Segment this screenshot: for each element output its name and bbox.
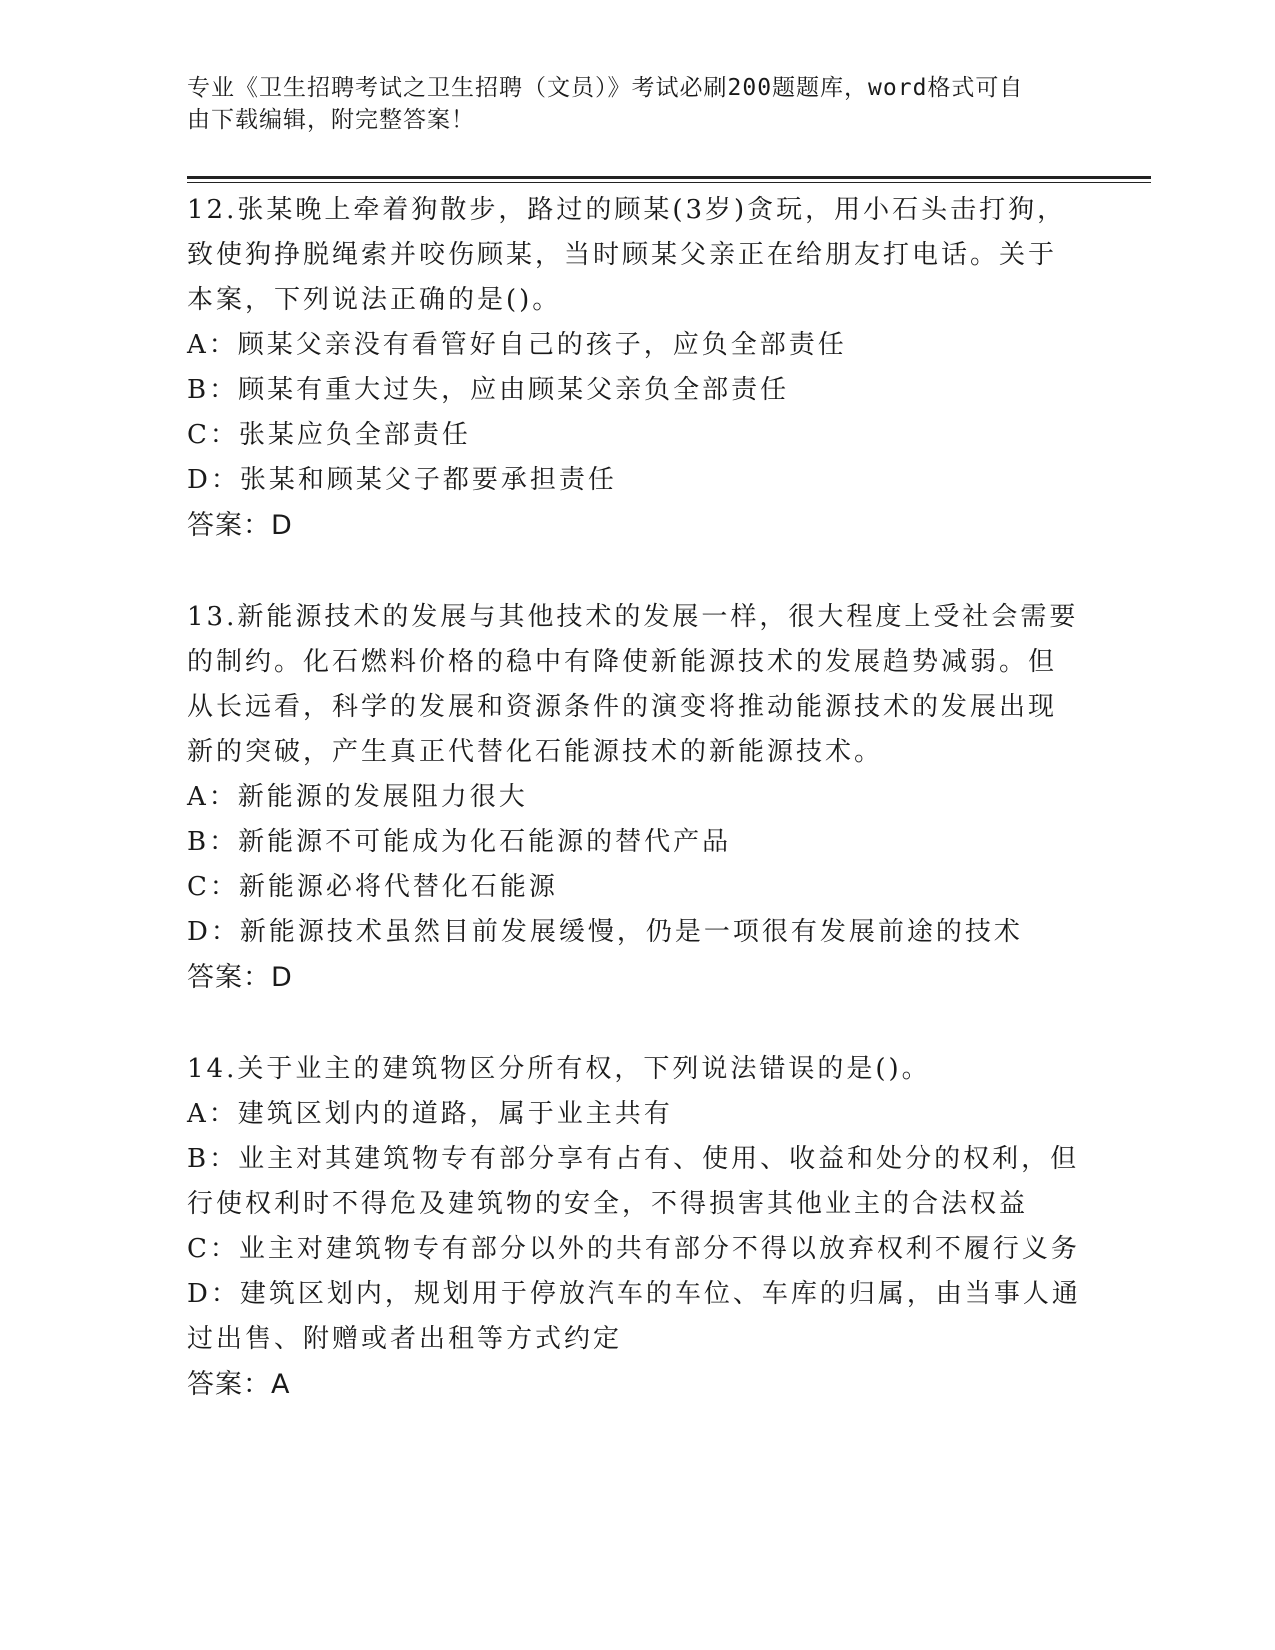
question-stem-line: 的制约。化石燃料价格的稳中有降使新能源技术的发展趋势减弱。但 [187,647,1058,677]
option-a [187,323,1087,368]
question-stem-line: 从长远看，科学的发展和资源条件的演变将推动能源技术的发展出现 [187,692,1058,722]
option-c [187,865,1087,910]
question-stem-line: 12.张某晚上牵着狗散步，路过的顾某(3岁)贪玩，用小石头击打狗， [187,195,1067,225]
option-line: 过出售、附赠或者出租等方式约定 [187,1324,623,1354]
answer-value: D [271,962,293,993]
option-d [187,1272,1087,1362]
option-line: D：新能源技术虽然目前发展缓慢，仍是一项很有发展前途的技术 [187,917,1023,947]
question-13 [187,595,1087,1001]
question-stem-line: 14.关于业主的建筑物区分所有权，下列说法错误的是()。 [187,1054,931,1084]
question-stem-line: 致使狗挣脱绳索并咬伤顾某，当时顾某父亲正在给朋友打电话。关于 [187,240,1058,270]
option-line: B：顾某有重大过失，应由顾某父亲负全部责任 [187,375,790,405]
header-line-2: 由下载编辑，附完整答案！ [187,107,475,133]
option-line: A：顾某父亲没有看管好自己的孩子，应负全部责任 [187,330,847,360]
answer-line [187,955,1087,1001]
option-b [187,368,1087,413]
answer-line [187,503,1087,549]
header-line-1: 专业《卫生招聘考试之卫生招聘（文员）》考试必刷200题题库，word格式可自 [187,75,1024,101]
option-line: B：新能源不可能成为化石能源的替代产品 [187,827,732,857]
option-line: A：建筑区划内的道路，属于业主共有 [187,1099,673,1129]
option-line: C：新能源必将代替化石能源 [187,872,558,902]
option-line: D：建筑区划内，规划用于停放汽车的车位、车库的归属，由当事人通 [187,1279,1081,1309]
answer-label: 答案： [187,510,271,541]
question-stem-line: 13.新能源技术的发展与其他技术的发展一样，很大程度上受社会需要 [187,602,1079,632]
question-stem [187,188,1087,323]
question-14 [187,1047,1087,1408]
answer-line [187,1362,1087,1408]
option-line: B：业主对其建筑物专有部分享有占有、使用、收益和处分的权利，但 [187,1144,1080,1174]
option-d [187,458,1087,503]
question-stem-line: 本案，下列说法正确的是()。 [187,285,562,315]
option-b [187,1137,1087,1227]
answer-value: D [271,510,293,541]
option-line: D：张某和顾某父子都要承担责任 [187,465,617,495]
option-d [187,910,1087,955]
option-line: 行使权利时不得危及建筑物的安全，不得损害其他业主的合法权益 [187,1189,1029,1219]
question-list [187,188,1087,1454]
option-a [187,775,1087,820]
option-line: A：新能源的发展阻力很大 [187,782,528,812]
answer-label: 答案： [187,1369,271,1400]
option-c [187,1227,1087,1272]
option-c [187,413,1087,458]
option-line: C：业主对建筑物专有部分以外的共有部分不得以放弃权利不履行义务 [187,1234,1080,1264]
answer-value: A [271,1369,291,1400]
document-header [187,72,1067,136]
header-divider-thin [187,182,1151,183]
option-a [187,1092,1087,1137]
header-divider-thick [187,176,1151,179]
question-12 [187,188,1087,549]
answer-label: 答案： [187,962,271,993]
option-b [187,820,1087,865]
question-stem [187,595,1087,775]
question-stem [187,1047,1087,1092]
question-stem-line: 新的突破，产生真正代替化石能源技术的新能源技术。 [187,737,884,767]
option-line: C：张某应负全部责任 [187,420,471,450]
